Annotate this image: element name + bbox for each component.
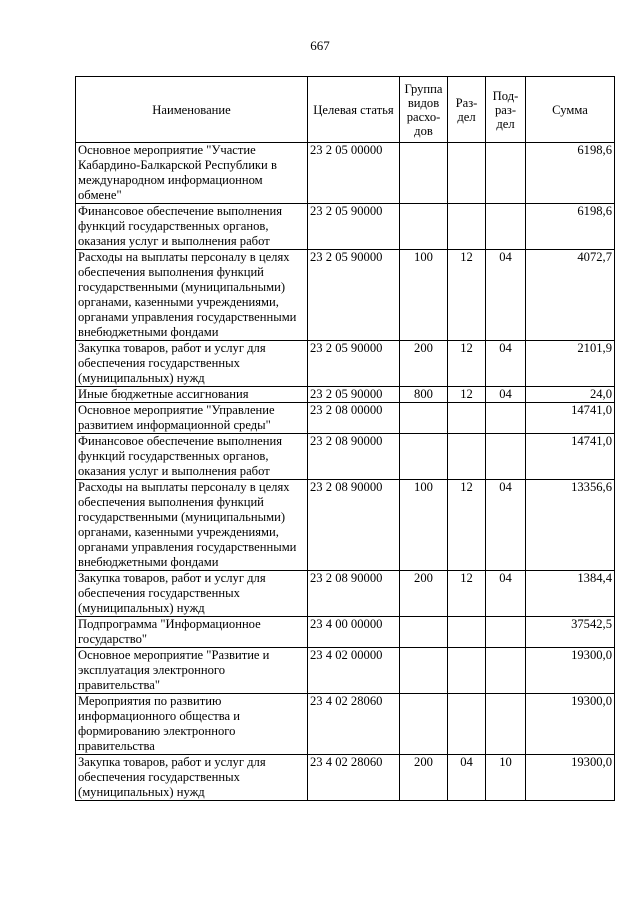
table-row: [76, 143, 615, 204]
row-subsection: 04: [486, 480, 526, 571]
header-sum: Сумма: [526, 77, 615, 143]
table-row: [76, 480, 615, 571]
row-name: Расходы на выплаты персоналу в целях обеспечения выполнения функций государственными (муниципальными) органами, казенными учреждениями, органами управления государственными внебюджетными фондами: [76, 250, 308, 341]
table-header-row: [76, 77, 615, 143]
row-name: Мероприятия по развитию информационного общества и формированию электронного правительства: [76, 694, 308, 755]
row-subsection: [486, 648, 526, 694]
row-name: Основное мероприятие "Участие Кабардино-Балкарской Республики в международном информационном обмене": [76, 143, 308, 204]
row-code: 23 4 02 28060: [308, 694, 400, 755]
budget-table: [75, 76, 615, 801]
row-section: 04: [448, 755, 486, 801]
row-section: [448, 434, 486, 480]
row-section: 12: [448, 341, 486, 387]
row-group: 200: [400, 755, 448, 801]
row-subsection: [486, 434, 526, 480]
row-group: 100: [400, 480, 448, 571]
table-row: [76, 617, 615, 648]
row-group: 200: [400, 341, 448, 387]
row-section: [448, 143, 486, 204]
row-code: 23 2 05 90000: [308, 341, 400, 387]
row-name: Закупка товаров, работ и услуг для обеспечения государственных (муниципальных) нужд: [76, 571, 308, 617]
row-name: Подпрограмма "Информационное государство": [76, 617, 308, 648]
row-name: Основное мероприятие "Развитие и эксплуатация электронного правительства": [76, 648, 308, 694]
row-code: 23 2 08 00000: [308, 403, 400, 434]
row-section: 12: [448, 480, 486, 571]
row-name: Финансовое обеспечение выполнения функций государственных органов, оказания услуг и выполнения работ: [76, 204, 308, 250]
table-row: [76, 571, 615, 617]
row-group: [400, 403, 448, 434]
table-row: [76, 434, 615, 480]
row-section: [448, 648, 486, 694]
row-section: 12: [448, 571, 486, 617]
row-subsection: [486, 143, 526, 204]
row-subsection: [486, 204, 526, 250]
row-name: Закупка товаров, работ и услуг для обеспечения государственных (муниципальных) нужд: [76, 755, 308, 801]
header-name: Наименование: [76, 77, 308, 143]
row-sum: 4072,7: [526, 250, 615, 341]
row-group: [400, 143, 448, 204]
row-code: 23 2 05 90000: [308, 387, 400, 403]
row-sum: 19300,0: [526, 755, 615, 801]
table-row: [76, 250, 615, 341]
row-sum: 6198,6: [526, 204, 615, 250]
table-body: [76, 143, 615, 801]
row-code: 23 2 08 90000: [308, 434, 400, 480]
row-code: 23 2 05 90000: [308, 250, 400, 341]
row-name: Иные бюджетные ассигнования: [76, 387, 308, 403]
row-name: Расходы на выплаты персоналу в целях обеспечения выполнения функций государственными (муниципальными) органами, казенными учреждениями, органами управления государственными внебюджетными фондами: [76, 480, 308, 571]
row-group: [400, 617, 448, 648]
header-group: Группа видов расхо-дов: [400, 77, 448, 143]
row-group: [400, 648, 448, 694]
row-section: [448, 694, 486, 755]
row-sum: 14741,0: [526, 434, 615, 480]
table-row: [76, 341, 615, 387]
row-subsection: 04: [486, 341, 526, 387]
row-name: Основное мероприятие "Управление развитием информационной среды": [76, 403, 308, 434]
row-section: [448, 204, 486, 250]
row-section: 12: [448, 387, 486, 403]
row-sum: 2101,9: [526, 341, 615, 387]
row-sum: 6198,6: [526, 143, 615, 204]
row-sum: 14741,0: [526, 403, 615, 434]
header-code: Целевая статья: [308, 77, 400, 143]
table-row: [76, 204, 615, 250]
table-row: [76, 648, 615, 694]
row-sum: 19300,0: [526, 648, 615, 694]
header-subsection: Под-раз-дел: [486, 77, 526, 143]
row-section: 12: [448, 250, 486, 341]
table-row: [76, 403, 615, 434]
table-row: [76, 694, 615, 755]
row-sum: 24,0: [526, 387, 615, 403]
row-subsection: [486, 694, 526, 755]
row-code: 23 4 00 00000: [308, 617, 400, 648]
row-code: 23 4 02 28060: [308, 755, 400, 801]
table-row: [76, 387, 615, 403]
row-code: 23 2 05 90000: [308, 204, 400, 250]
row-subsection: 10: [486, 755, 526, 801]
row-code: 23 2 08 90000: [308, 571, 400, 617]
row-code: 23 4 02 00000: [308, 648, 400, 694]
row-subsection: 04: [486, 571, 526, 617]
row-code: 23 2 05 00000: [308, 143, 400, 204]
row-section: [448, 617, 486, 648]
row-group: [400, 204, 448, 250]
header-section: Раз-дел: [448, 77, 486, 143]
row-name: Закупка товаров, работ и услуг для обеспечения государственных (муниципальных) нужд: [76, 341, 308, 387]
row-sum: 19300,0: [526, 694, 615, 755]
row-group: 800: [400, 387, 448, 403]
row-sum: 37542,5: [526, 617, 615, 648]
row-section: [448, 403, 486, 434]
row-subsection: 04: [486, 250, 526, 341]
row-subsection: [486, 617, 526, 648]
row-group: [400, 694, 448, 755]
row-sum: 1384,4: [526, 571, 615, 617]
row-subsection: 04: [486, 387, 526, 403]
table-row: [76, 755, 615, 801]
page-number: 667: [310, 38, 330, 53]
row-subsection: [486, 403, 526, 434]
row-name: Финансовое обеспечение выполнения функций государственных органов, оказания услуг и выполнения работ: [76, 434, 308, 480]
row-sum: 13356,6: [526, 480, 615, 571]
row-group: 100: [400, 250, 448, 341]
row-group: [400, 434, 448, 480]
row-code: 23 2 08 90000: [308, 480, 400, 571]
row-group: 200: [400, 571, 448, 617]
